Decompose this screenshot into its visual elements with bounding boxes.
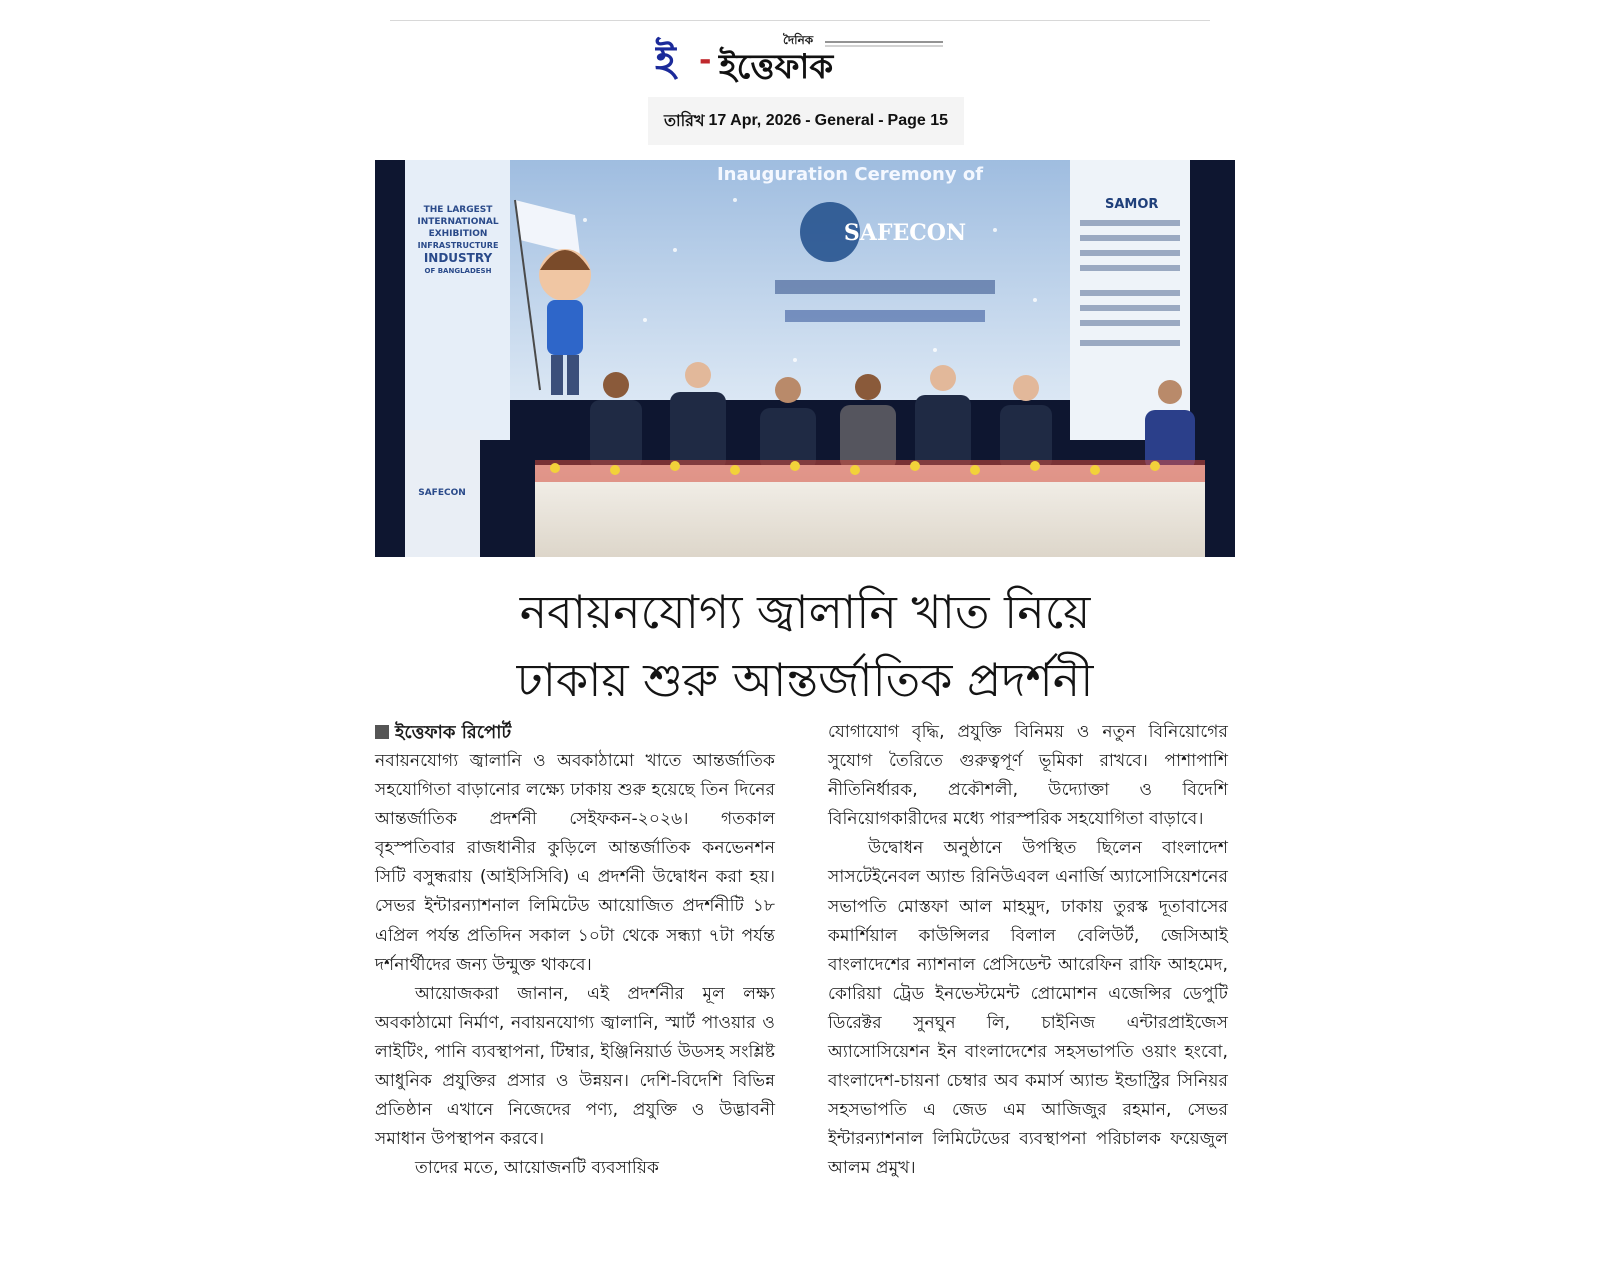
date-label: তারিখ: [663, 112, 705, 130]
article-paragraph: তাদের মতে, আয়োজনটি ব্যবসায়িক: [415, 1158, 659, 1179]
logo-prefix: ই: [655, 38, 676, 84]
logo-small-text: দৈনিক: [783, 33, 814, 47]
news-photo: [375, 160, 1235, 557]
article-column-right: [828, 718, 1228, 1184]
headline: [375, 578, 1235, 714]
article-paragraph: উদ্বোধন অনুষ্ঠানে উপস্থিত ছিলেন বাংলাদেশ সাসটেইনেবল অ্যান্ড রিনিউএবল এনার্জি অ্যাসোসিয়েশনের সভাপতি মোস্তফা আল মাহমুদ, ঢাকায় তুরস্ক দূতাবাসের কমার্শিয়াল কাউন্সিলর বিলাল বেলিউর্ট, জেসিআই বাংলাদেশের ন্যাশনাল প্রেসিডেন্ট আরেফিন রাফি আহমেদ, কোরিয়া ট্রেড ইনভেস্টমেন্ট প্রোমোশন এজেন্সির ডেপুটি ডিরেক্টর সুনঘুন লি, চাইনিজ এন্টারপ্রাইজেস অ্যাসোসিয়েশন ইন বাংলাদেশের সহসভাপতি ওয়াং হংবো, বাংলাদেশ-চায়না চেম্বার অব কমার্স অ্যান্ড ইন্ডাস্ট্রির সিনিয়র সহসভাপতি এ জেড এম আজিজুর রহমান, সেভর ইন্টারন্যাশনাল লিমিটেডের ব্যবস্থাপনা পরিচালক ফয়েজুল আলম প্রমুখ।: [828, 838, 1228, 1179]
article-paragraph: আয়োজকরা জানান, এই প্রদর্শনীর মূল লক্ষ্য অবকাঠামো নির্মাণ, নবায়নযোগ্য জ্বালানি, স্মার্ট পাওয়ার ও লাইটিং, পানি ব্যবস্থাপনা, টিম্বার, ইঞ্জিনিয়ার্ড উডসহ সংশ্লিষ্ট আধুনিক প্রযুক্তির প্রসার ও উন্নয়ন। দেশি-বিদেশি বিভিন্ন প্রতিষ্ঠান এখানে নিজেদের পণ্য, প্রযুক্তি ও উদ্ভাবনী সমাধান উপস্থাপন করবে।: [375, 983, 775, 1150]
byline-square-icon: [375, 725, 389, 739]
date-sep-1: -: [805, 112, 811, 129]
byline: [375, 718, 775, 747]
left-banner-line-5: INDUSTRY: [423, 251, 493, 265]
date-sep-2: -: [878, 112, 884, 129]
logo-separator: -: [699, 43, 712, 78]
headline-line-2: ঢাকায় শুরু আন্তর্জাতিক প্রদর্শনী: [516, 653, 1094, 707]
headline-line-1: নবায়নযোগ্য জ্বালানি খাত নিয়ে: [519, 585, 1091, 639]
ittefaq-logo: [655, 32, 945, 84]
left-banner-line-6: OF BANGLADESH: [424, 267, 492, 275]
logo-main-text: ইত্তেফাক: [719, 47, 834, 84]
left-banner-line-2: INTERNATIONAL: [417, 217, 499, 227]
left-banner-line-1: THE LARGEST: [423, 205, 493, 215]
article-column-left: [375, 718, 775, 1183]
left-banner-line-4: INFRASTRUCTURE: [417, 241, 499, 250]
top-rule: [390, 20, 1210, 21]
article-paragraph: যোগাযোগ বৃদ্ধি, প্রযুক্তি বিনিময় ও নতুন বিনিয়োগের সুযোগ তৈরিতে গুরুত্বপূর্ণ ভূমিকা রাখবে। পাশাপাশি নীতিনির্ধারক, প্রকৌশলী, উদ্যোক্তা ও বিদেশি বিনিয়োগকারীদের মধ্যে পারস্পরিক সহযোগিতা বাড়াবে।: [828, 722, 1228, 830]
article-paragraph: নবায়নযোগ্য জ্বালানি ও অবকাঠামো খাতে আন্তর্জাতিক সহযোগিতা বাড়ানোর লক্ষ্যে ঢাকায় শুরু হয়েছে তিন দিনের আন্তর্জাতিক প্রদর্শনী সেইফকন-২০২৬। গতকাল বৃহস্পতিবার রাজধানীর কুড়িলে আন্তর্জাতিক কনভেনশন সিটি বসুন্ধরায় (আইসিসিবি) এ প্রদর্শনী উদ্বোধন করা হয়। সেভর ইন্টারন্যাশনাল লিমিটেড আয়োজিত প্রদর্শনীটি ১৮ এপ্রিল পর্যন্ত প্রতিদিন সকাল ১০টা থেকে সন্ধ্যা ৭টা পর্যন্ত দর্শনার্থীদের জন্য উন্মুক্ত থাকবে।: [375, 751, 775, 975]
issue-date: 17 Apr, 2026: [708, 112, 802, 129]
screen-brand: SAFECON: [843, 220, 967, 246]
right-panel-brand: SAMOR: [1105, 197, 1159, 212]
left-banner-line-3: EXHIBITION: [428, 229, 488, 239]
date-bar: [648, 97, 964, 145]
byline-text: ইত্তেফাক রিপোর্ট: [395, 722, 512, 743]
screen-title: Inauguration Ceremony of: [716, 164, 984, 185]
podium-label: SAFECON: [418, 488, 466, 498]
left-banner-panel: [405, 160, 510, 440]
issue-page: Page 15: [887, 112, 949, 129]
issue-section: General: [814, 112, 875, 129]
